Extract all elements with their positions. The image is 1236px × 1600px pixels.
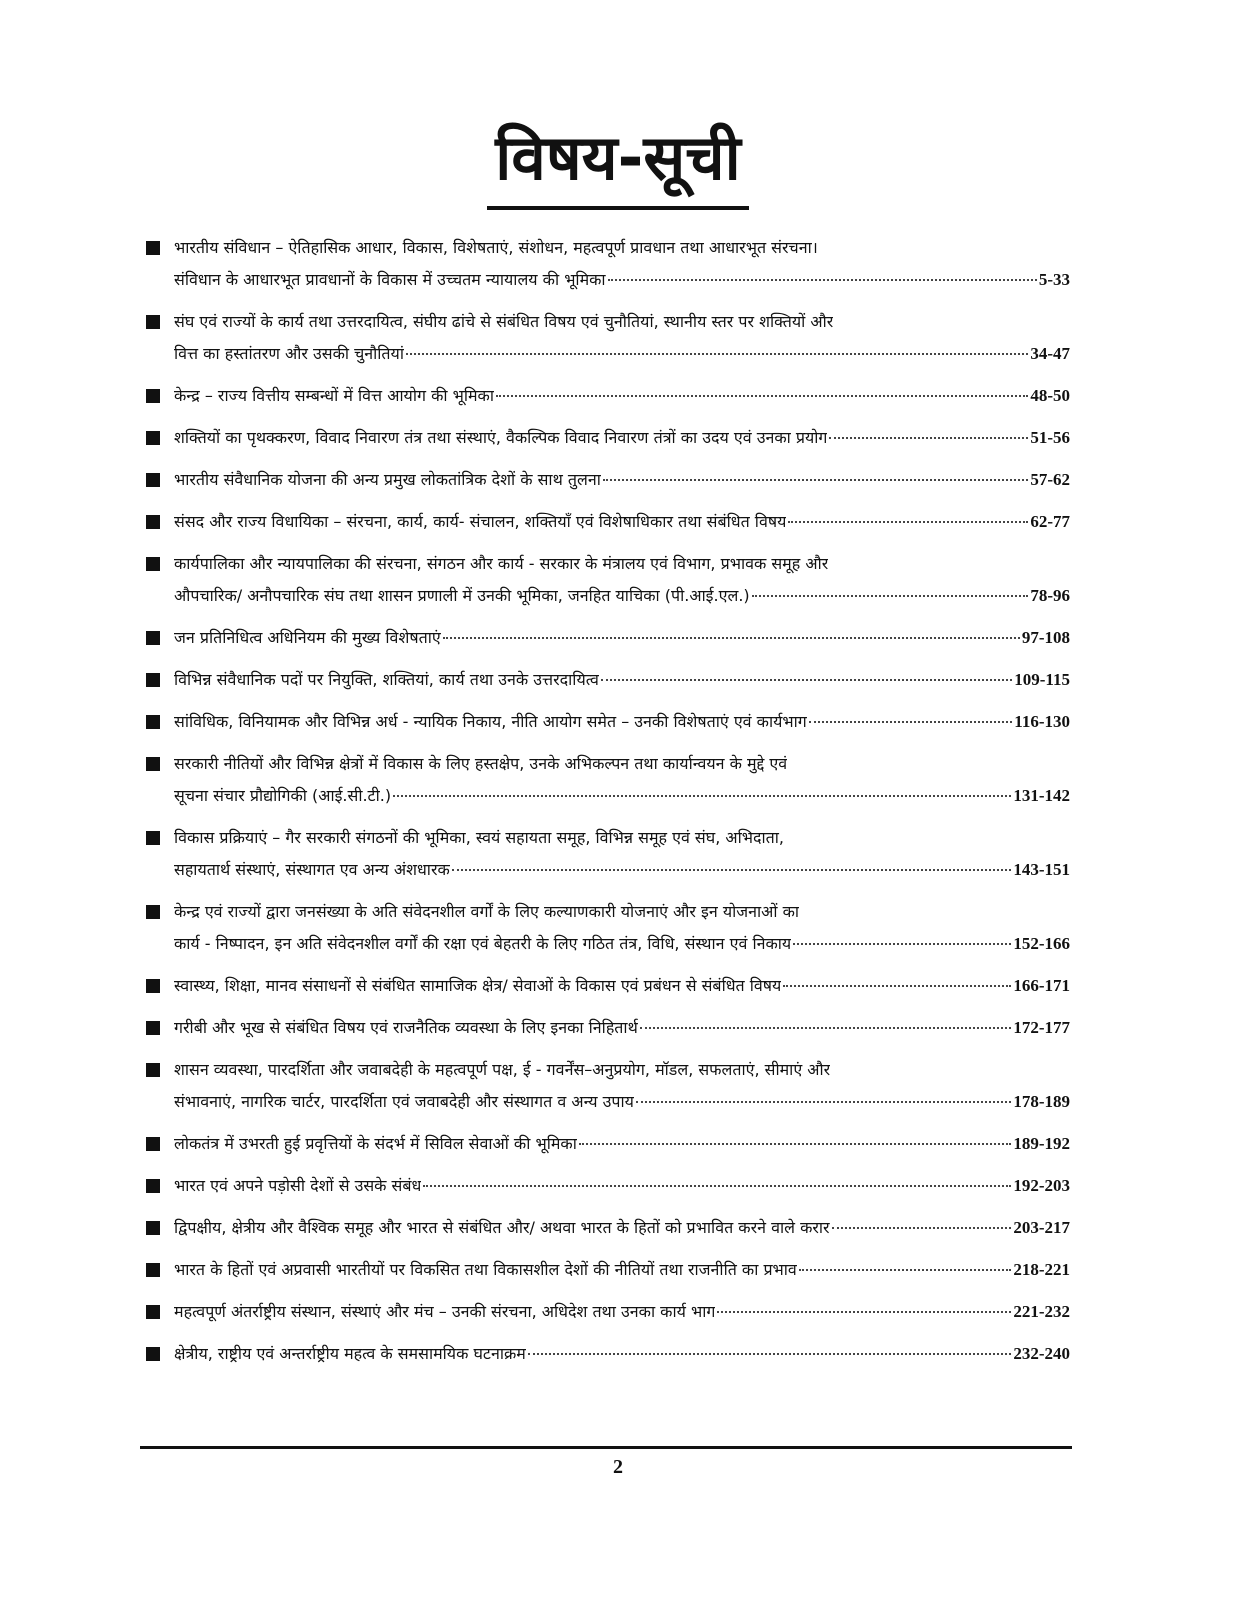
dot-leader — [601, 678, 1012, 681]
square-bullet-icon — [146, 431, 160, 445]
toc-entry-line — [140, 422, 1070, 454]
dot-leader — [829, 436, 1028, 439]
square-bullet-icon — [146, 631, 160, 645]
toc-page-range: 232-240 — [1013, 1344, 1070, 1363]
square-bullet-icon — [146, 1021, 160, 1035]
toc-entry-text: द्विपक्षीय, क्षेत्रीय और वैश्विक समूह और भारत से संबंधित और/ अथवा भारत के हितों को प्रभावित करने वाले करार — [174, 1218, 830, 1237]
toc-entry-line — [140, 928, 1070, 960]
toc-entry-text: संविधान के आधारभूत प्रावधानों के विकास में उच्चतम न्यायालय की भूमिका — [174, 270, 606, 289]
toc-page-range: 48-50 — [1030, 386, 1070, 405]
toc-entry-line — [140, 780, 1070, 812]
dot-leader — [752, 594, 1029, 597]
toc-entry-text: संभावनाएं, नागरिक चार्टर, पारदर्शिता एवं जवाबदेही और संस्थागत व अन्य उपाय — [174, 1092, 634, 1111]
square-bullet-icon — [146, 515, 160, 529]
dot-leader — [579, 1142, 1011, 1145]
toc-entry-line — [140, 264, 1070, 296]
square-bullet-icon — [146, 315, 160, 329]
toc-page-range: 178-189 — [1013, 1092, 1070, 1111]
toc-entry — [140, 706, 1070, 738]
dot-leader — [528, 1352, 1011, 1355]
square-bullet-icon — [146, 831, 160, 845]
toc-entry — [140, 1170, 1070, 1202]
toc-entry — [140, 1212, 1070, 1244]
toc-page-range: 109-115 — [1014, 670, 1070, 689]
toc-entry-line — [140, 1012, 1070, 1044]
toc-entry — [140, 548, 1070, 612]
dot-leader — [608, 278, 1037, 281]
toc-entry-line — [140, 1212, 1070, 1244]
toc-entry-line — [140, 464, 1070, 496]
toc-entry-text: वित्त का हस्तांतरण और उसकी चुनौतियां — [174, 344, 404, 363]
toc-page-range: 131-142 — [1013, 786, 1070, 805]
toc-entry — [140, 970, 1070, 1002]
dot-leader — [717, 1310, 1011, 1313]
toc-page-range: 51-56 — [1030, 428, 1070, 447]
page-number: 2 — [613, 1456, 623, 1478]
toc-entry-text: भारतीय संवैधानिक योजना की अन्य प्रमुख लोकतांत्रिक देशों के साथ तुलना — [174, 470, 601, 489]
toc-entry-text: केन्द्र – राज्य वित्तीय सम्बन्धों में वित्त आयोग की भूमिका — [174, 386, 494, 405]
dot-leader — [423, 1184, 1011, 1187]
toc-page-range: 143-151 — [1013, 860, 1070, 879]
toc-entry-text: विभिन्न संवैधानिक पदों पर नियुक्ति, शक्तियां, कार्य तथा उनके उत्तरदायित्व — [174, 670, 599, 689]
dot-leader — [393, 794, 1011, 797]
toc-entry — [140, 1012, 1070, 1044]
square-bullet-icon — [146, 905, 160, 919]
dot-leader — [788, 520, 1028, 523]
dot-leader — [636, 1100, 1011, 1103]
toc-entry-line — [140, 822, 1070, 854]
toc-entry-text: शक्तियों का पृथक्करण, विवाद निवारण तंत्र तथा संस्थाएं, वैकल्पिक विवाद निवारण तंत्रों का उदय एवं उनका प्रयोग — [174, 428, 828, 447]
toc-entry-line — [140, 896, 1070, 928]
toc-entry — [140, 1128, 1070, 1160]
square-bullet-icon — [146, 715, 160, 729]
square-bullet-icon — [146, 241, 160, 255]
toc-entry-line — [140, 580, 1070, 612]
toc-entry-line — [140, 1086, 1070, 1118]
square-bullet-icon — [146, 1263, 160, 1277]
toc-entry — [140, 306, 1070, 370]
toc-page-range: 166-171 — [1013, 976, 1070, 995]
toc-entry — [140, 664, 1070, 696]
dot-leader — [640, 1026, 1012, 1029]
toc-entry-text: भारत के हितों एवं अप्रवासी भारतीयों पर विकसित तथा विकासशील देशों की नीतियों तथा राजनीति का प्रभाव — [174, 1260, 797, 1279]
toc-page-range: 78-96 — [1030, 586, 1070, 605]
square-bullet-icon — [146, 557, 160, 571]
toc-entry-text: भारतीय संविधान – ऐतिहासिक आधार, विकास, विशेषताएं, संशोधन, महत्वपूर्ण प्रावधान तथा आधारभूत संरचना। — [174, 238, 818, 257]
toc-page-range: 192-203 — [1013, 1176, 1070, 1195]
square-bullet-icon — [146, 1063, 160, 1077]
toc-entry-text: स्वास्थ्य, शिक्षा, मानव संसाधनों से संबंधित सामाजिक क्षेत्र/ सेवाओं के विकास एवं प्रबंधन से संबंधित विषय — [174, 976, 782, 995]
toc-entry — [140, 748, 1070, 812]
toc-page-range: 34-47 — [1030, 344, 1070, 363]
toc-page-range: 5-33 — [1038, 270, 1070, 289]
square-bullet-icon — [146, 1347, 160, 1361]
square-bullet-icon — [146, 979, 160, 993]
toc-entry-text: विकास प्रक्रियाएं – गैर सरकारी संगठनों की भूमिका, स्वयं सहायता समूह, विभिन्न समूह एवं संघ, अभिदाता, — [174, 828, 784, 847]
toc-entry — [140, 422, 1070, 454]
square-bullet-icon — [146, 673, 160, 687]
toc-entry — [140, 1296, 1070, 1328]
toc-entry-line — [140, 1128, 1070, 1160]
dot-leader — [443, 636, 1020, 639]
square-bullet-icon — [146, 1137, 160, 1151]
toc-entry-text: सहायतार्थ संस्थाएं, संस्थागत एव अन्य अंशधारक — [174, 860, 450, 879]
dot-leader — [783, 984, 1011, 987]
toc-entry-text: औपचारिक/ अनौपचारिक संघ तथा शासन प्रणाली में उनकी भूमिका, जनहित याचिका (पी.आई.एल.) — [174, 586, 750, 605]
table-of-contents — [140, 232, 1070, 1380]
toc-entry-line — [140, 970, 1070, 1002]
toc-entry-text: कार्य - निष्पादन, इन अति संवेदनशील वर्गों की रक्षा एवं बेहतरी के लिए गठित तंत्र, विधि, संस्थान एवं निकाय — [174, 934, 792, 953]
title-wrapper — [0, 118, 1236, 210]
dot-leader — [799, 1268, 1011, 1271]
toc-entry-text: सरकारी नीतियों और विभिन्न क्षेत्रों में विकास के लिए हस्तक्षेप, उनके अभिकल्पन तथा कार्यान्वयन के मुद्दे एवं — [174, 754, 788, 773]
square-bullet-icon — [146, 473, 160, 487]
dot-leader — [452, 868, 1012, 871]
toc-entry-line — [140, 1254, 1070, 1286]
page-title: विषय-सूची — [487, 118, 748, 210]
toc-entry-text: सूचना संचार प्रौद्योगिकी (आई.सी.टी.) — [174, 786, 392, 805]
square-bullet-icon — [146, 1179, 160, 1193]
toc-entry-line — [140, 506, 1070, 538]
toc-entry — [140, 896, 1070, 960]
toc-entry-text: भारत एवं अपने पड़ोसी देशों से उसके संबंध — [174, 1176, 422, 1195]
toc-entry-line — [140, 622, 1070, 654]
dot-leader — [603, 478, 1028, 481]
dot-leader — [406, 352, 1028, 355]
square-bullet-icon — [146, 757, 160, 771]
toc-entry-line — [140, 380, 1070, 412]
toc-entry — [140, 1054, 1070, 1118]
toc-page-range: 116-130 — [1014, 712, 1070, 731]
toc-entry — [140, 1254, 1070, 1286]
toc-entry-text: क्षेत्रीय, राष्ट्रीय एवं अन्तर्राष्ट्रीय महत्व के समसामयिक घटनाक्रम — [174, 1344, 526, 1363]
toc-entry-line — [140, 338, 1070, 370]
footer-divider — [140, 1446, 1072, 1449]
toc-entry-text: महत्वपूर्ण अंतर्राष्ट्रीय संस्थान, संस्थाएं और मंच – उनकी संरचना, अधिदेश तथा उनका कार्य भाग — [174, 1302, 716, 1321]
toc-entry-line — [140, 1338, 1070, 1370]
toc-entry-line — [140, 854, 1070, 886]
toc-page-range: 57-62 — [1030, 470, 1070, 489]
toc-entry-text: शासन व्यवस्था, पारदर्शिता और जवाबदेही के महत्वपूर्ण पक्ष, ई - गवर्नेंस–अनुप्रयोग, मॉडल, सफलताएं, सीमाएं और — [174, 1060, 831, 1079]
toc-entry-line — [140, 748, 1070, 780]
toc-page-range: 218-221 — [1013, 1260, 1070, 1279]
toc-entry-line — [140, 306, 1070, 338]
toc-entry-line — [140, 664, 1070, 696]
toc-entry-line — [140, 548, 1070, 580]
toc-page-range: 152-166 — [1013, 934, 1070, 953]
toc-page-range: 172-177 — [1013, 1018, 1070, 1037]
toc-entry — [140, 464, 1070, 496]
toc-entry — [140, 1338, 1070, 1370]
toc-page-range: 62-77 — [1030, 512, 1070, 531]
toc-entry-line — [140, 706, 1070, 738]
toc-entry-line — [140, 1296, 1070, 1328]
dot-leader — [832, 1226, 1012, 1229]
toc-entry — [140, 232, 1070, 296]
toc-page-range: 221-232 — [1013, 1302, 1070, 1321]
square-bullet-icon — [146, 1221, 160, 1235]
toc-page-range: 97-108 — [1021, 628, 1070, 647]
toc-entry-text: लोकतंत्र में उभरती हुई प्रवृत्तियों के संदर्भ में सिविल सेवाओं की भूमिका — [174, 1134, 577, 1153]
toc-entry-text: केन्द्र एवं राज्यों द्वारा जनसंख्या के अति संवेदनशील वर्गों के लिए कल्याणकारी योजनाएं और इन योजनाओं का — [174, 902, 800, 921]
toc-entry-text: सांविधिक, विनियामक और विभिन्न अर्ध - न्यायिक निकाय, नीति आयोग समेत – उनकी विशेषताएं एवं कार्यभाग — [174, 712, 807, 731]
toc-entry-text: कार्यपालिका और न्यायपालिका की संरचना, संगठन और कार्य - सरकार के मंत्रालय एवं विभाग, प्रभावक समूह और — [174, 554, 829, 573]
toc-entry — [140, 506, 1070, 538]
toc-entry-text: जन प्रतिनिधित्व अधिनियम की मुख्य विशेषताएं — [174, 628, 441, 647]
toc-page-range: 189-192 — [1013, 1134, 1070, 1153]
toc-entry — [140, 380, 1070, 412]
dot-leader — [809, 720, 1013, 723]
toc-entry-text: संसद और राज्य विधायिका – संरचना, कार्य, कार्य- संचालन, शक्तियाँ एवं विशेषाधिकार तथा संबंधित विषय — [174, 512, 787, 531]
toc-entry-line — [140, 1054, 1070, 1086]
toc-entry-line — [140, 1170, 1070, 1202]
dot-leader — [496, 394, 1028, 397]
dot-leader — [793, 942, 1011, 945]
square-bullet-icon — [146, 1305, 160, 1319]
toc-entry-text: संघ एवं राज्यों के कार्य तथा उत्तरदायित्व, संघीय ढांचे से संबंधित विषय एवं चुनौतियां, स्थानीय स्तर पर शक्तियों और — [174, 312, 834, 331]
toc-entry — [140, 822, 1070, 886]
toc-page-range: 203-217 — [1013, 1218, 1070, 1237]
toc-entry — [140, 622, 1070, 654]
square-bullet-icon — [146, 389, 160, 403]
toc-entry-text: गरीबी और भूख से संबंधित विषय एवं राजनैतिक व्यवस्था के लिए इनका निहितार्थ — [174, 1018, 638, 1037]
toc-entry-line — [140, 232, 1070, 264]
